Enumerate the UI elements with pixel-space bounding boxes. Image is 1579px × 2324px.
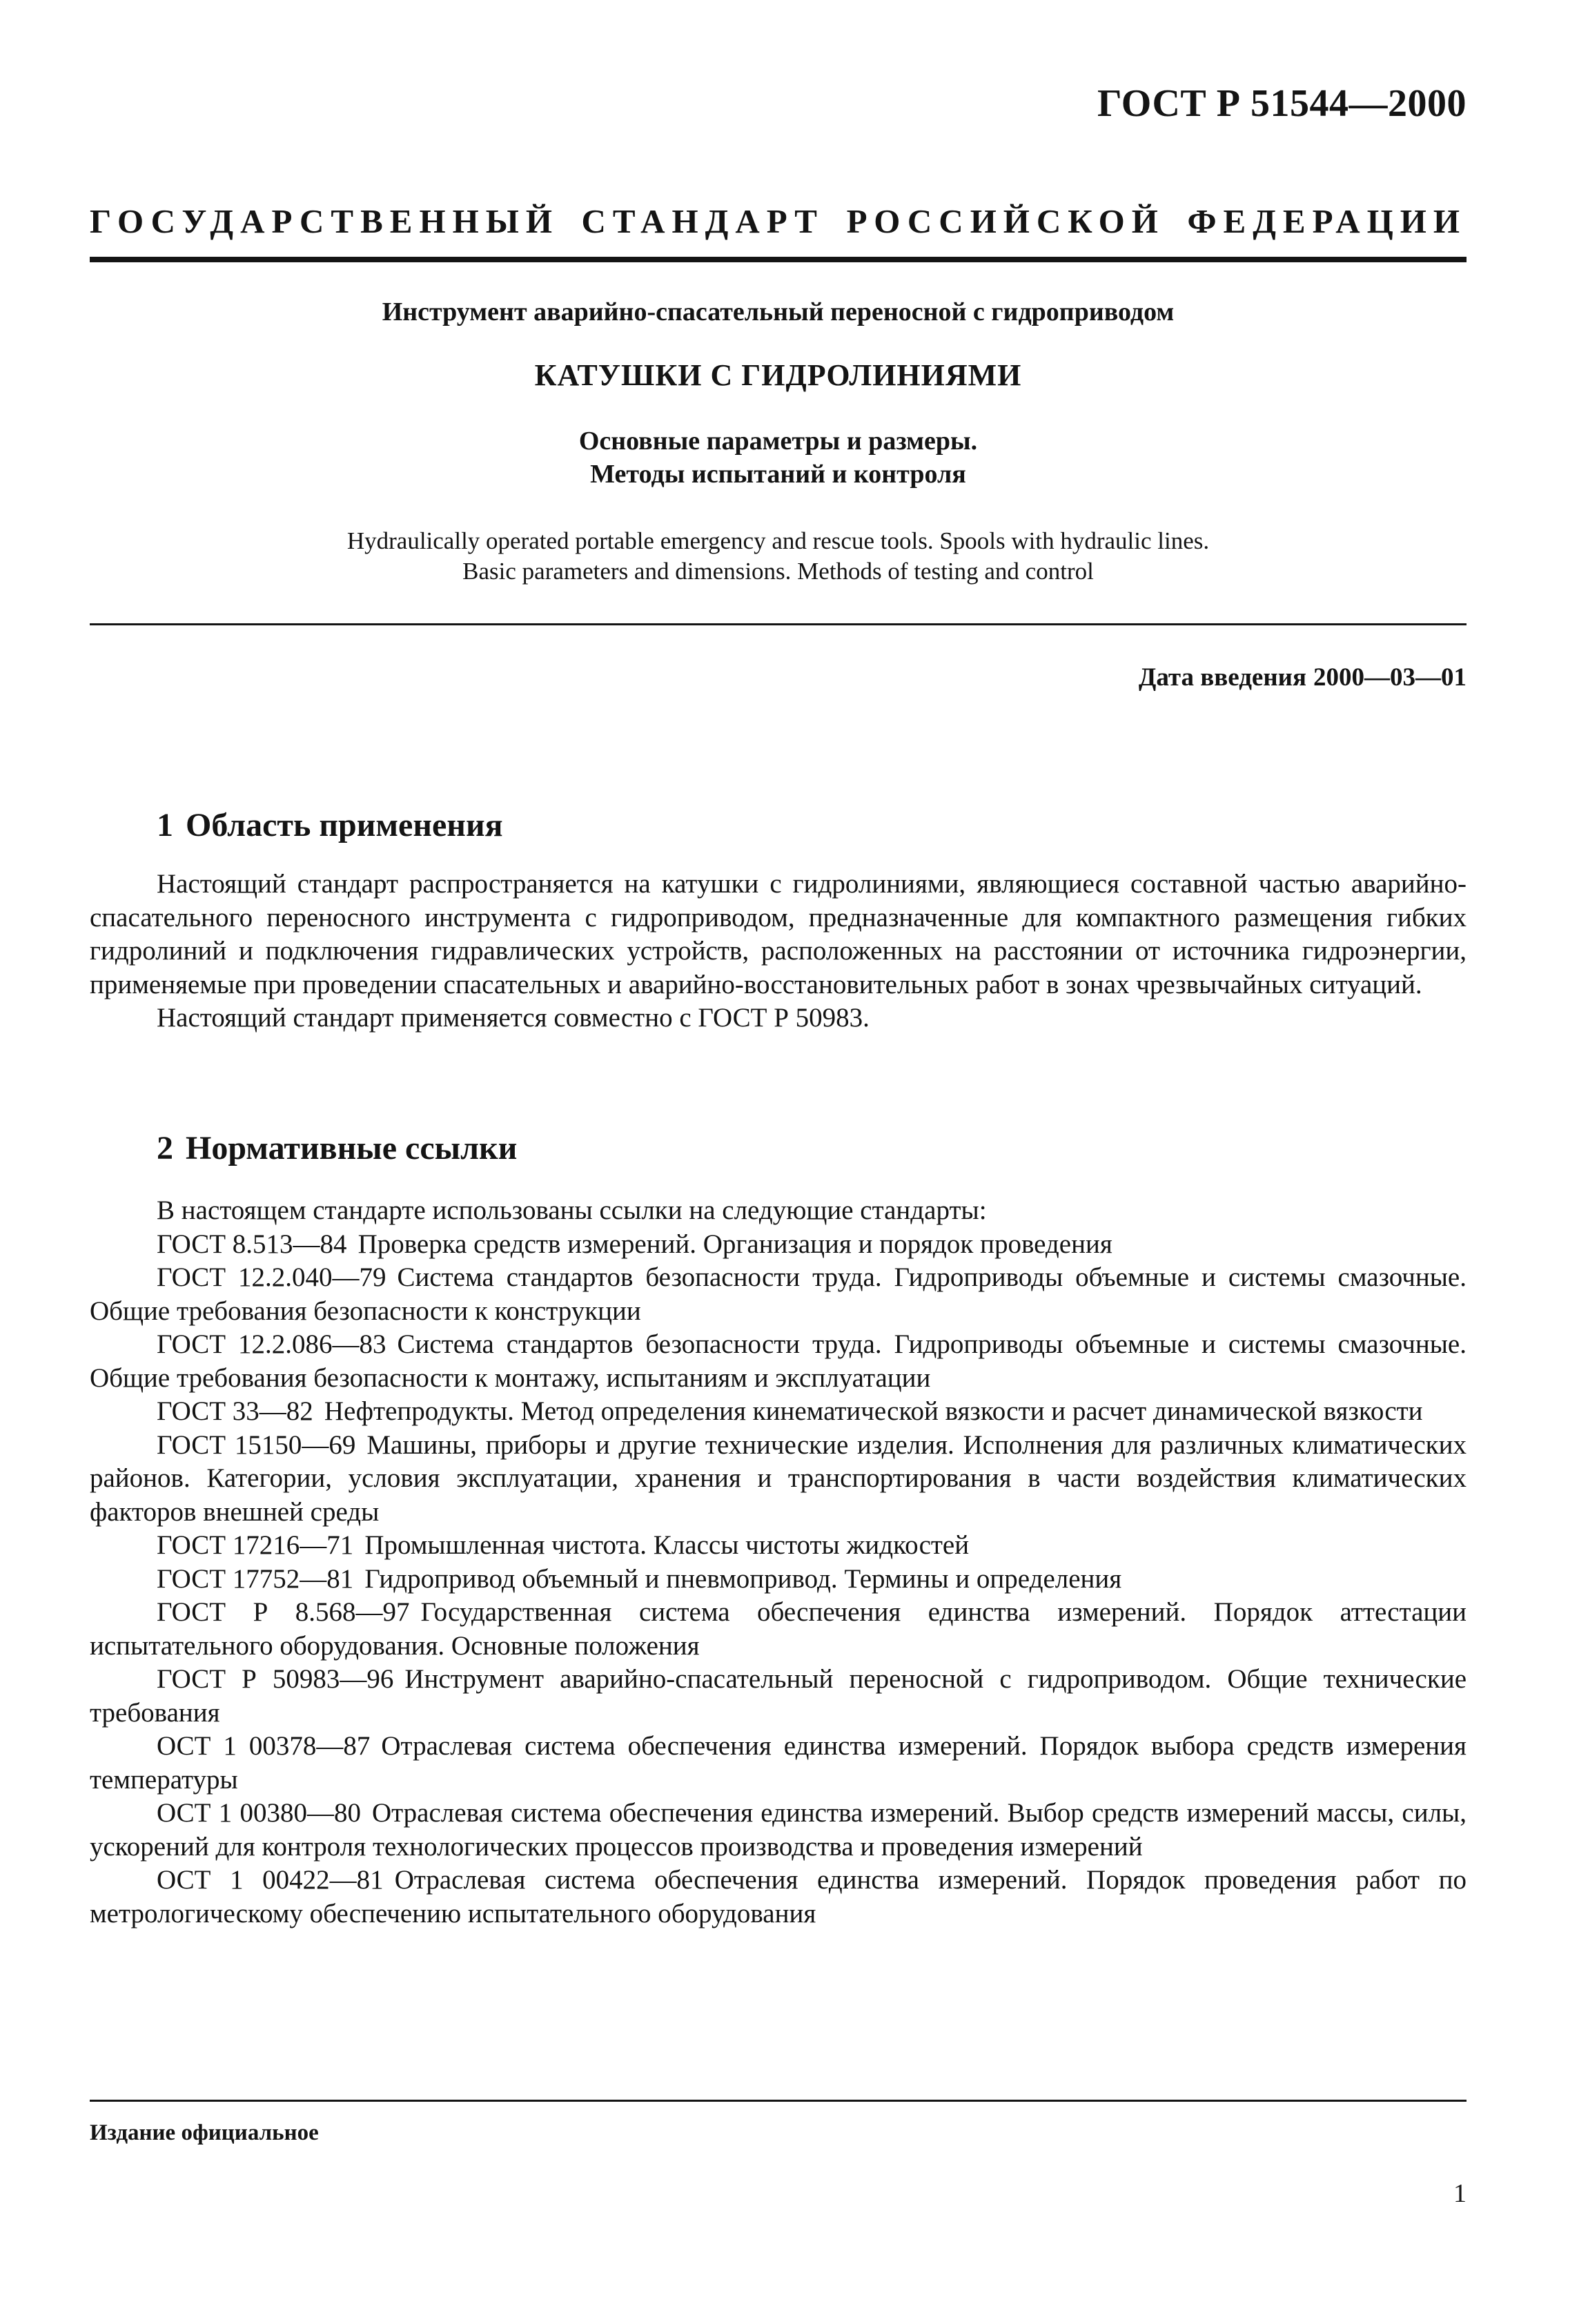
- intro-date-label: Дата введения: [1138, 663, 1306, 692]
- english-title: [90, 526, 1467, 587]
- section-references: [90, 1129, 1467, 1931]
- document-code: ГОСТ Р 51544—2000: [1097, 82, 1467, 125]
- section-1-heading: [157, 806, 1467, 845]
- section-1-number: 1: [157, 807, 173, 843]
- reference-code: ГОСТ 12.2.040—79: [157, 1262, 386, 1292]
- reference-text: Нефтепродукты. Метод определения кинематической вязкости и расчет динамической вязкости: [324, 1396, 1423, 1426]
- section-scope: [90, 806, 1467, 1035]
- section-1-title: Область применения: [186, 807, 503, 843]
- english-line-1: Hydraulically operated portable emergency and rescue tools. Spools with hydraulic lines.: [346, 527, 1210, 554]
- title-rule: [90, 623, 1467, 625]
- reference-item: [90, 1730, 1467, 1797]
- document-title: КАТУШКИ С ГИДРОЛИНИЯМИ: [534, 358, 1022, 392]
- reference-item: [90, 1663, 1467, 1730]
- state-standard-heading: ГОСУДАРСТВЕННЫЙ СТАНДАРТ РОССИЙСКОЙ ФЕДЕРАЦИИ: [90, 202, 1467, 240]
- header-rule: [90, 257, 1467, 262]
- params-line-2: Методы испытаний и контроля: [590, 460, 966, 489]
- reference-text: Государственная система обеспечения единства измерений. Порядок аттестации испытательного оборудования. Основные положения: [90, 1597, 1467, 1661]
- reference-item: [90, 1328, 1467, 1395]
- reference-item: [90, 1864, 1467, 1931]
- reference-text: Машины, приборы и другие технические изделия. Исполнения для различных климатических районов. Категории, условия эксплуатации, хранения и транспортирования в части воздействия климатических факторов внешней среды: [90, 1429, 1467, 1527]
- intro-date: [1139, 663, 1467, 692]
- reference-code: ОСТ 1 00422—81: [157, 1865, 384, 1895]
- section-2-intro: В настоящем стандарте использованы ссылки на следующие стандарты:: [157, 1195, 987, 1225]
- footer-rule: [90, 2100, 1467, 2102]
- reference-code: ГОСТ Р 50983—96: [157, 1664, 394, 1694]
- document-subtitle: Инструмент аварийно-спасательный переносной с гидроприводом: [382, 297, 1175, 326]
- english-line-2: Basic parameters and dimensions. Methods of testing and control: [462, 558, 1094, 585]
- reference-text: Система стандартов безопасности труда. Гидроприводы объемные и системы смазочные. Общие требования безопасности к монтажу, испытаниям и эксплуатации: [90, 1329, 1467, 1393]
- reference-code: ГОСТ 15150—69: [157, 1429, 356, 1460]
- reference-text: Проверка средств измерений. Организация и порядок проведения: [357, 1229, 1112, 1259]
- reference-item: [90, 1228, 1467, 1262]
- reference-code: ГОСТ 17752—81: [157, 1563, 354, 1594]
- reference-text: Промышленная чистота. Классы чистоты жидкостей: [364, 1530, 970, 1560]
- reference-text: Система стандартов безопасности труда. Гидроприводы объемные и системы смазочные. Общие требования безопасности к конструкции: [90, 1262, 1467, 1326]
- reference-item: [90, 1429, 1467, 1530]
- reference-item: [90, 1596, 1467, 1663]
- document-params-title: [90, 424, 1467, 491]
- section-2-title: Нормативные ссылки: [186, 1130, 518, 1166]
- reference-text: Отраслевая система обеспечения единства измерений. Порядок выбора средств измерения температуры: [90, 1731, 1467, 1795]
- reference-code: ГОСТ 17216—71: [157, 1530, 354, 1560]
- reference-code: ОСТ 1 00378—87: [157, 1731, 371, 1761]
- reference-text: Отраслевая система обеспечения единства измерений. Порядок проведения работ по метрологическому обеспечению испытательного оборудования: [90, 1865, 1467, 1928]
- official-edition-note: Издание официальное: [90, 2120, 319, 2145]
- params-line-1: Основные параметры и размеры.: [578, 427, 978, 456]
- reference-text: Отраслевая система обеспечения единства измерений. Выбор средств измерений массы, силы, ускорений для контроля технологических процессов производства и проведения измерений: [90, 1798, 1467, 1862]
- reference-code: ОСТ 1 00380—80: [157, 1798, 361, 1828]
- section-2-number: 2: [157, 1130, 173, 1166]
- reference-text: Инструмент аварийно-спасательный переносной с гидроприводом. Общие технические требования: [90, 1664, 1467, 1728]
- reference-item: [90, 1797, 1467, 1864]
- section-1-paragraph: Настоящий стандарт распространяется на катушки с гидролиниями, являющиеся составной частью аварийно-спасательного переносного инструмента с гидроприводом, предназначенные для компактного размещения гибких гидролиний и подключения гидравлических устройств, расположенных на расстоянии от источника гидроэнергии, применяемые при проведении спасательных и аварийно-восстановительных работ в зонах чрезвычайных ситуаций.: [90, 869, 1467, 999]
- page-number: 1: [1453, 2179, 1467, 2208]
- reference-item: [90, 1395, 1467, 1429]
- section-2-heading: [157, 1129, 1467, 1168]
- reference-text: Гидропривод объемный и пневмопривод. Термины и определения: [364, 1563, 1122, 1594]
- reference-code: ГОСТ 12.2.086—83: [157, 1329, 386, 1359]
- reference-item: [90, 1529, 1467, 1563]
- intro-date-value: 2000—03—01: [1313, 663, 1467, 692]
- reference-code: ГОСТ 8.513—84: [157, 1229, 347, 1259]
- section-1-paragraph: Настоящий стандарт применяется совместно с ГОСТ Р 50983.: [157, 1003, 870, 1033]
- reference-item: [90, 1261, 1467, 1328]
- reference-code: ГОСТ Р 8.568—97: [157, 1597, 410, 1627]
- reference-item: [90, 1563, 1467, 1596]
- reference-code: ГОСТ 33—82: [157, 1396, 313, 1426]
